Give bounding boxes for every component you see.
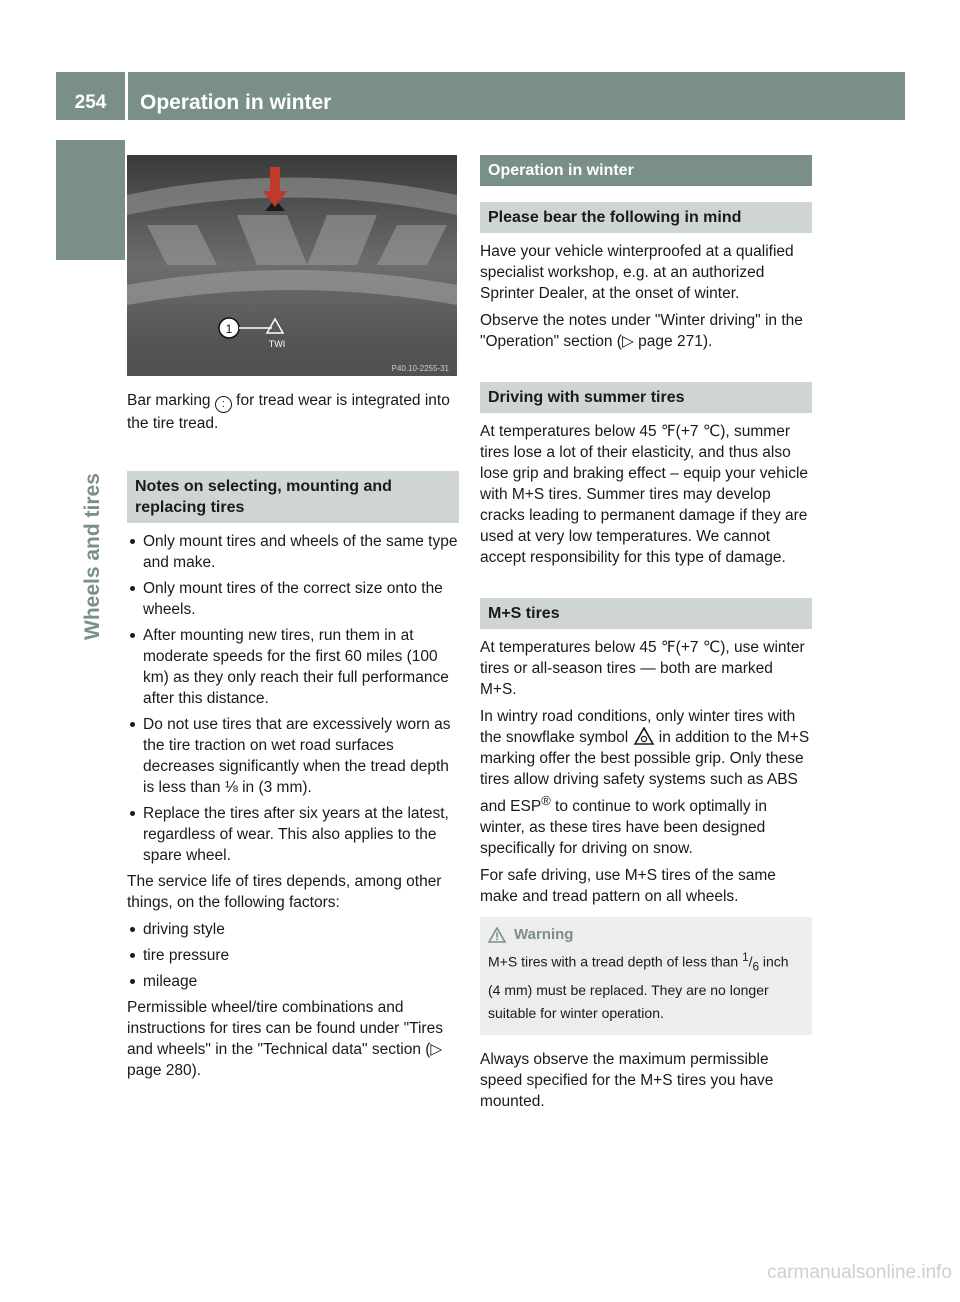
service-life-text: The service life of tires depends, among other things, on the following factors: (127, 873, 442, 911)
bear-paragraph-1: Have your vehicle winterproofed at a qualified specialist workshop, e.g. at an authorized Sprinter Dealer, at the onset of winter. (480, 243, 794, 302)
header-title: Operation in winter (140, 91, 332, 114)
warning-text-a: M+S tires with a tread depth of less than (488, 953, 743, 970)
factors-list (127, 919, 459, 992)
warning-text-b: inch (4 mm) must be replaced. They are no longer suitable for winter operation. (488, 953, 789, 1021)
list-item: After mounting new tires, run them in at moderate speeds for the first 60 miles (100 km) as they only reach their full performance after this distance. (127, 625, 459, 709)
caption-text-pre: Bar marking (127, 392, 215, 409)
notes-list (127, 531, 459, 866)
right-column (480, 155, 812, 1118)
callout-ref-icon (215, 396, 232, 413)
callout-ref-number: : (221, 398, 225, 410)
ms-paragraph-2-text-b: in addition to the M+S marking offer the best possible grip. Only these tires allow driving safety systems such as ABS and ESP (480, 729, 810, 816)
list-item: tire pressure (127, 945, 459, 966)
summer-paragraph: At temperatures below 45 ℉(+7 ℃), summer tires lose a lot of their elasticity, and thus also lose grip and braking effect – equip your vehicle with M+S tires. Summer tires may develop cracks leading to permanent damage if they are used at very low temperatures. We cannot accept responsibility for this type of damage. (480, 423, 809, 566)
bear-paragraph-2: Observe the notes under "Winter driving" in the "Operation" section (▷ page 271). (480, 312, 803, 350)
tire-tread-figure (127, 155, 457, 376)
figure-caption (127, 390, 459, 434)
side-tab-label: Wheels and tires (81, 473, 104, 640)
heading-summer-tires: Driving with summer tires (480, 382, 812, 413)
permissible-text: Permissible wheel/tire combinations and instructions for tires can be found under "Tires and wheels" in the "Technical data" section (▷ page 280). (127, 999, 443, 1079)
left-column (127, 155, 459, 1087)
side-tab-label-wrap (56, 260, 125, 680)
footer-watermark (0, 1262, 960, 1284)
list-item: driving style (127, 919, 459, 940)
watermark-text: carmanualsonline.info (767, 1262, 952, 1283)
ms-paragraph-1: At temperatures below 45 ℉(+7 ℃), use winter tires or all-season tires — both are marked M+S. (480, 639, 805, 698)
warning-title: Warning (514, 926, 574, 944)
snowflake-mountain-icon (633, 727, 655, 745)
list-item: Replace the tires after six years at the latest, regardless of wear. This also applies to the spare wheel. (127, 803, 459, 866)
tread-wear-indicator-label: TWI (268, 339, 286, 349)
heading-bear-in-mind: Please bear the following in mind (480, 202, 812, 233)
warning-box (480, 917, 812, 1034)
header-divider (125, 72, 128, 120)
figure-code: P40.10-2255-31 (391, 364, 449, 373)
ms-paragraph-3: For safe driving, use M+S tires of the same make and tread pattern on all wheels. (480, 867, 776, 906)
heading-ms-tires: M+S tires (480, 598, 812, 629)
list-item: mileage (127, 971, 459, 992)
final-paragraph: Always observe the maximum permissible speed specified for the M+S tires you have mounted. (480, 1050, 774, 1110)
ms-paragraph-2-text-c: to continue to work optimally in winter, as these tires have been designed specifically for driving on snow. (480, 798, 767, 858)
list-item: Only mount tires and wheels of the same type and make. (127, 531, 459, 573)
list-item: Only mount tires of the correct size onto the wheels. (127, 578, 459, 620)
section-title-operation-in-winter: Operation in winter (480, 155, 812, 186)
warning-text: M+S tires with a tread depth of less than $^1/_6$ inch (4 mm) must be replaced. They are no longer suitable for winter operation. (488, 951, 789, 1021)
caption-text-post: for tread wear is integrated into the tire tread. (127, 392, 450, 432)
ms-paragraph-2 (480, 706, 812, 859)
figure-callout-number: 1 (225, 322, 233, 336)
warning-header (488, 923, 804, 946)
registered-mark: ® (541, 793, 551, 808)
fraction-denominator: 6 (752, 960, 759, 974)
page-number: 254 (74, 92, 107, 113)
fraction-numerator: 1 (742, 951, 749, 965)
ms-paragraph-2-text-a: In wintry road conditions, only winter tires with the snowflake symbol (480, 708, 796, 746)
notes-heading: Notes on selecting, mounting and replacing tires (127, 471, 459, 523)
warning-triangle-icon (488, 927, 506, 943)
list-item: Do not use tires that are excessively worn as the tire traction on wet road surfaces decreases significantly when the tread depth is less than ⅛ in (3 mm). (127, 714, 459, 798)
